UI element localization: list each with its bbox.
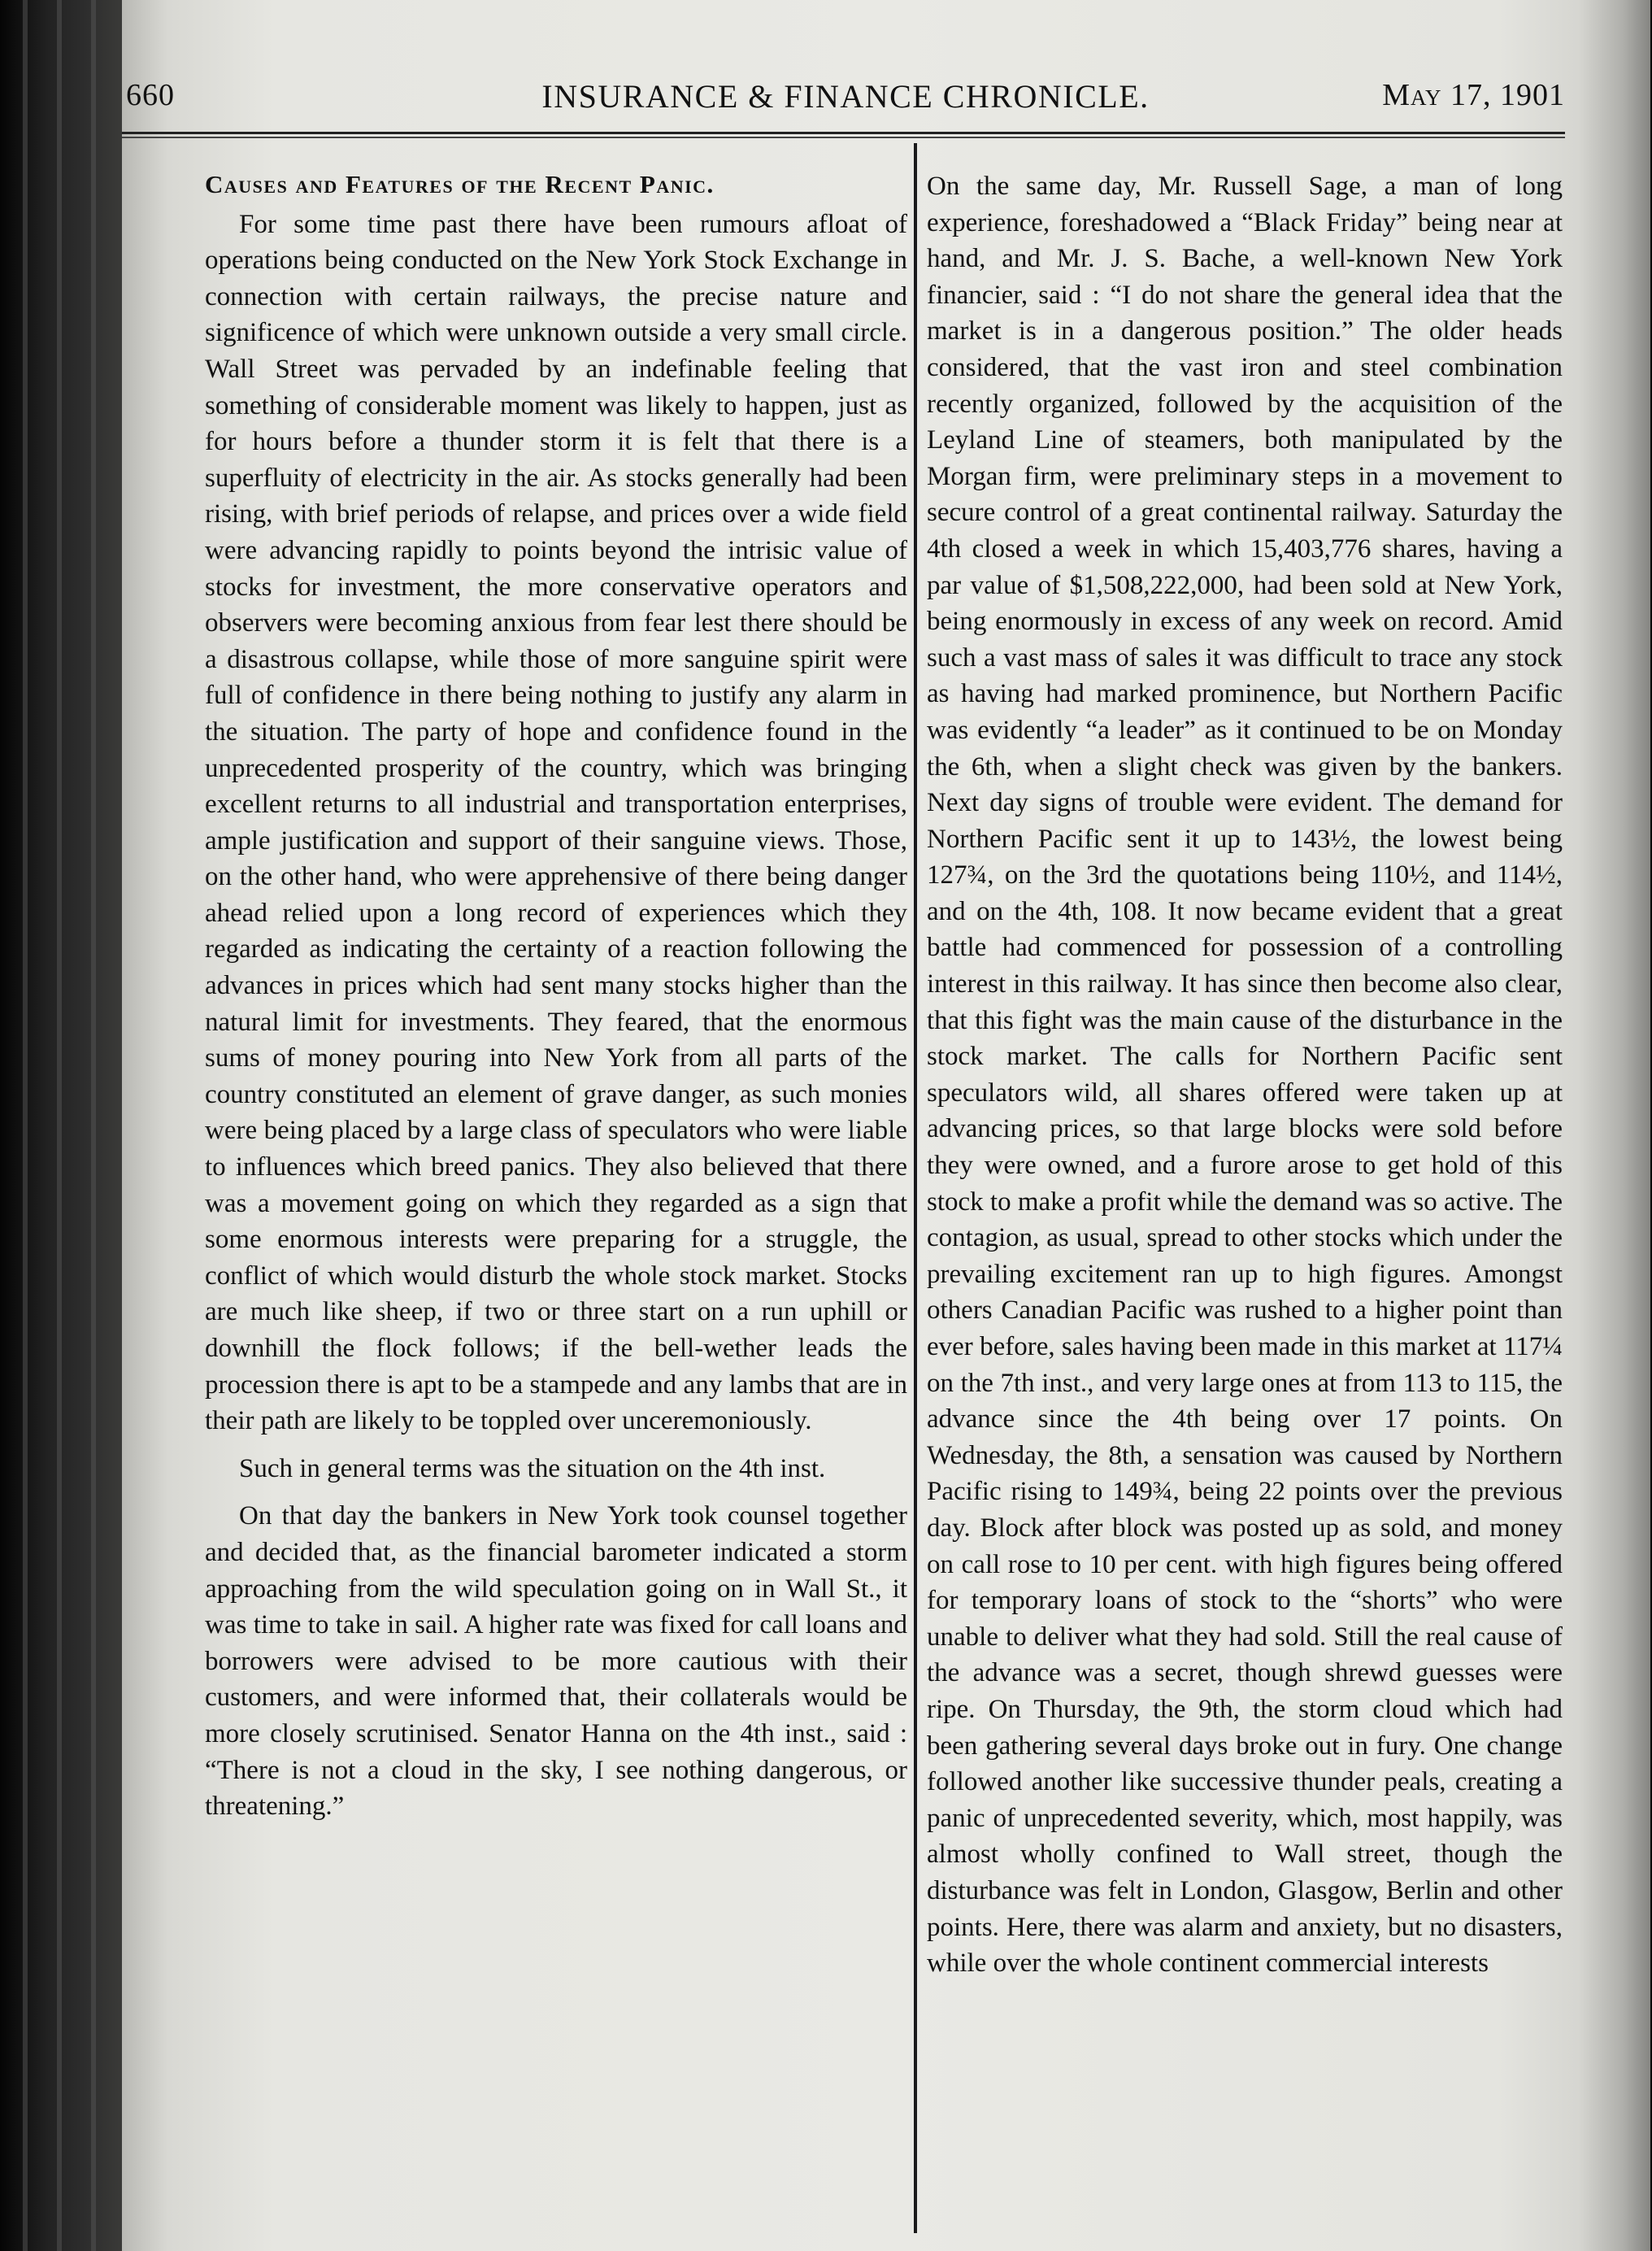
right-column bbox=[927, 168, 1563, 1982]
page-number: 660 bbox=[126, 78, 175, 112]
paragraph: On the same day, Mr. Russell Sage, a man of long experience, foreshadowed a “Black Friday” being near at hand, and Mr. J. S. Bache, a well-known New York financier, said : “I do not share the general idea that the market is in a dangerous position.” The older heads considered, that the vast iron and steel combination recently organized, followed by the acquisition of the Leyland Line of steamers, both manipulated by the Morgan firm, were preliminary steps in a movement to secure control of a great continental railway. Saturday the 4th closed a week in which 15,403,776 shares, having a par value of $1,508,222,000, had been sold at New York, being enormously in excess of any week on record. Amid such a vast mass of sales it was difficult to trace any stock as having had marked prominence, but Northern Pacific was evidently “a leader” as it continued to be on Monday the 6th, when a slight check was given by the bankers. Next day signs of trouble were evident. The demand for Northern Pacific sent it up to 143½, the lowest being 127¾, on the 3rd the quotations being 110½, and 114½, and on the 4th, 108. It now became evident that a great battle had commenced for possession of a controlling interest in this railway. It has since then become also clear, that this fight was the main cause of the disturbance in the stock market. The calls for Northern Pacific sent speculators wild, all shares offered were taken up at advancing prices, so that large blocks were sold before they were owned, and a furore arose to get hold of this stock to make a profit while the demand was so active. The contagion, as usual, spread to other stocks which under the prevailing excitement ran up to high figures. Amongst others Canadian Pacific was rushed to a higher point than ever before, sales having been made in this market at 117¼ on the 7th inst., and very large ones at from 113 to 115, the advance since the 4th being over 17 points. On Wednesday, the 8th, a sensation was caused by Northern Pacific rising to 149¾, being 22 points over the previous day. Block after block was posted up as sold, and money on call rose to 10 per cent. with high figures being offered for temporary loans of stock to the “shorts” who were unable to deliver what they had sold. Still the real cause of the advance was a secret, though shrewd guesses were ripe. On Thursday, the 9th, the storm cloud which had been gathering several days broke out in fury. One change followed another like successive thunder peals, creating a panic of unprecedented severity, which, most happily, was almost wholly confined to Wall street, though the disturbance was felt in London, Glasgow, Berlin and other points. Here, there was alarm and anxiety, but no disasters, while over the whole continent commercial interests bbox=[927, 172, 1563, 1979]
spine-fold-line bbox=[57, 0, 62, 2251]
running-header bbox=[126, 77, 1565, 126]
paragraph: For some time past there have been rumours afloat of operations being conducted on the New York Stock Exchange in connection with certain railways, the precise nature and significence of which were unknown outside a very small circle. Wall Street was pervaded by an indefinable feeling that something of considerable moment was likely to happen, just as for hours before a thunder storm it is felt that there is a superfluity of electricity in the air. As stocks generally had been rising, with brief periods of relapse, and prices over a wide field were advancing rapidly to points beyond the intrisic value of stocks for investment, the more conservative operators and observers were becoming anxious from fear lest there should be a disastrous collapse, while those of more sanguine spirit were full of confidence in there being nothing to justify any alarm in the situation. The party of hope and confidence found in the unprecedented prosperity of the country, which was bringing excellent returns to all industrial and transportation enterprises, ample justification and support of their sanguine views. Those, on the other hand, who were apprehensive of there being danger ahead relied upon a long record of experiences which they regarded as indicating the certainty of a reaction following the advances in prices which had sent many stocks higher than the natural limit for investments. They feared, that the enormous sums of money pouring into New York from all parts of the country constituted an element of grave danger, as such monies were being placed by a large class of speculators who were liable to influences which breed panics. They also believed that there was a movement going on which they regarded as a sign that some enormous interests were preparing for a struggle, the conflict of which would disturb the whole stock market. Stocks are much like sheep, if two or three start on a run uphill or downhill the flock follows; if the bell-wether leads the procession there is apt to be a stampede and any lambs that are in their path are likely to be toppled over unceremoniously. bbox=[205, 209, 907, 1436]
header-rule bbox=[122, 132, 1565, 138]
journal-title: INSURANCE & FINANCE CHRONICLE. bbox=[541, 78, 1150, 115]
spine-fold-line bbox=[91, 0, 96, 2251]
book-spine-edge bbox=[0, 0, 122, 2251]
spine-fold-line bbox=[23, 0, 28, 2251]
issue-date: May 17, 1901 bbox=[1382, 78, 1565, 112]
column-divider bbox=[914, 143, 917, 2233]
paragraph: Such in general terms was the situation on the 4th inst. bbox=[239, 1453, 826, 1483]
article-heading: Causes and Features of the Recent Panic. bbox=[205, 170, 715, 198]
page-edge-shadow bbox=[1579, 0, 1652, 2251]
left-column bbox=[205, 167, 907, 1825]
paragraph: On that day the bankers in New York took counsel together and decided that, as the financial barometer indicated a storm approaching from the wild speculation going on in Wall St., it was time to take in sail. A higher rate was fixed for call loans and borrowers were advised to be more cautious with their customers, and were informed that, their collaterals would be more closely scrutinised. Senator Hanna on the 4th inst., said : “There is not a cloud in the sky, I see nothing dangerous, or threatening.” bbox=[205, 1501, 907, 1822]
